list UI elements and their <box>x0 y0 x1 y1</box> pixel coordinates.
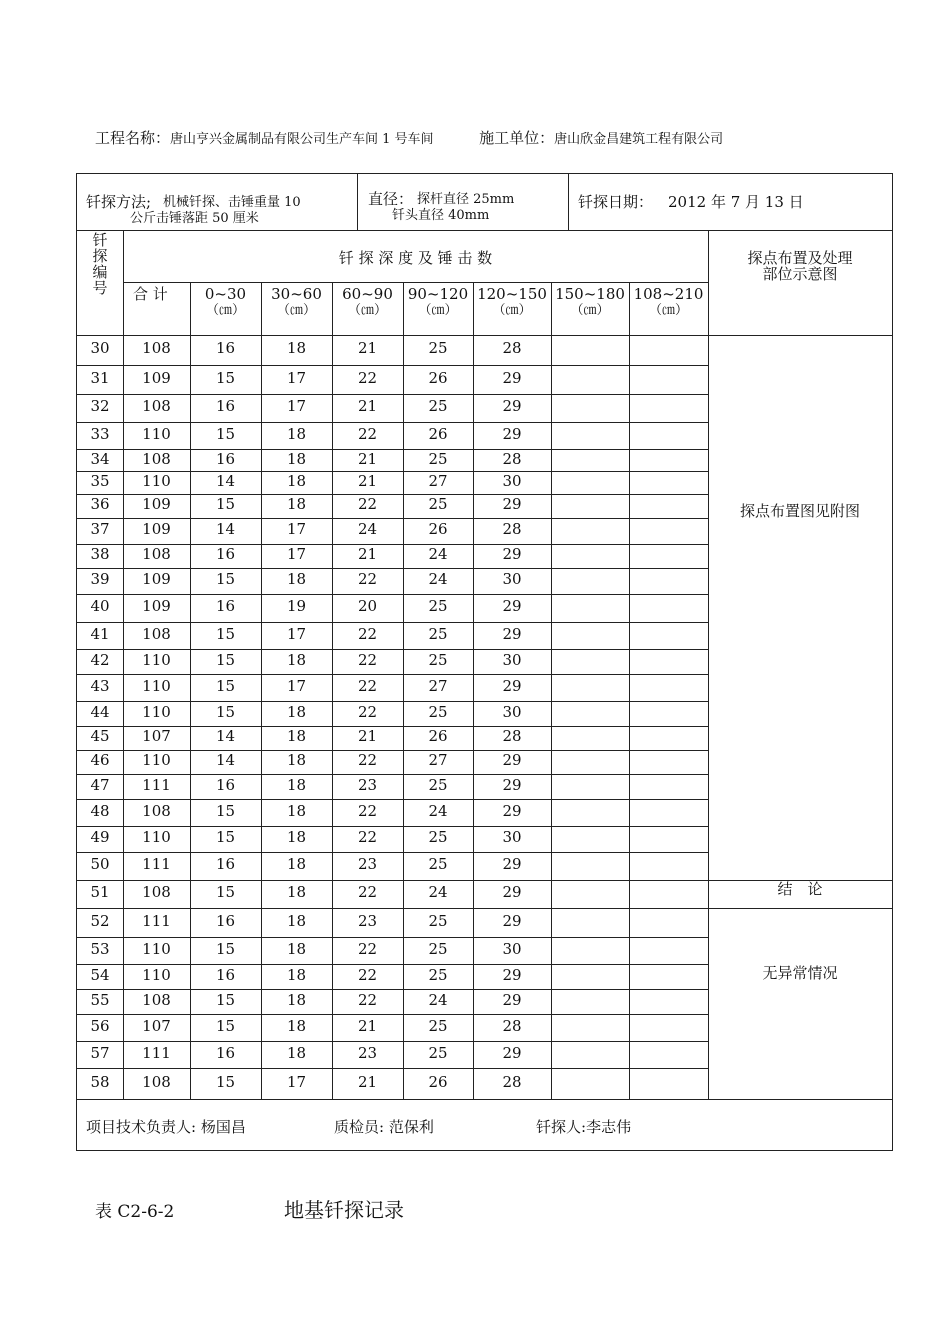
probe-id-cell: 53 <box>90 940 110 958</box>
table-cell: 15 <box>215 625 236 643</box>
table-cell: 111 <box>142 912 171 930</box>
table-cell: 110 <box>142 966 171 984</box>
table-cell: 18 <box>286 339 307 357</box>
table-cell: 18 <box>286 570 307 588</box>
table-cell: 15 <box>215 651 236 669</box>
table-cell: 28 <box>502 727 522 745</box>
probe-id-cell: 52 <box>90 912 110 930</box>
table-cell: 109 <box>142 495 171 513</box>
table-cell: 110 <box>142 828 171 846</box>
depth-header-6: 108~210 （㎝） <box>633 285 704 318</box>
probe-id-cell: 37 <box>90 520 110 538</box>
probe-id-cell: 40 <box>90 597 110 615</box>
table-cell: 21 <box>357 1017 378 1035</box>
table-cell: 25 <box>428 495 448 513</box>
table-cell: 25 <box>428 597 448 615</box>
probe-id-cell: 34 <box>90 450 110 468</box>
table-cell: 14 <box>215 751 236 769</box>
table-cell: 21 <box>357 545 378 563</box>
table-cell: 21 <box>357 397 378 415</box>
probe-id-cell: 42 <box>90 651 110 669</box>
method-label: 钎探方法; <box>86 193 152 211</box>
contractor-label: 施工单位： <box>479 129 555 147</box>
table-cell: 25 <box>428 703 448 721</box>
table-cell: 109 <box>142 597 171 615</box>
table-cell: 15 <box>215 802 236 820</box>
table-cell: 16 <box>215 545 236 563</box>
form-code: 表 C2-6-2 <box>95 1202 175 1222</box>
conclusion-value: 无异常情况 <box>762 964 838 982</box>
probe-id-cell: 49 <box>90 828 110 846</box>
table-cell: 25 <box>428 1044 448 1062</box>
table-cell: 22 <box>357 940 378 958</box>
table-cell: 28 <box>502 520 522 538</box>
table-cell: 16 <box>215 966 236 984</box>
table-cell: 24 <box>428 570 448 588</box>
probe-id-cell: 47 <box>90 776 110 794</box>
tech-lead-label: 项目技术负责人: <box>86 1118 197 1136</box>
table-cell: 29 <box>502 802 522 820</box>
table-cell: 17 <box>286 1073 307 1091</box>
table-cell: 22 <box>357 883 378 901</box>
table-cell: 15 <box>215 495 236 513</box>
table-cell: 18 <box>286 776 307 794</box>
probe-id-cell: 56 <box>90 1017 110 1035</box>
table-cell: 110 <box>142 703 171 721</box>
table-cell: 108 <box>142 802 171 820</box>
table-cell: 109 <box>142 570 171 588</box>
table-cell: 30 <box>502 703 522 721</box>
table-cell: 23 <box>357 1044 378 1062</box>
method-line-2: 公斤击锤落距 50 厘米 <box>130 211 259 226</box>
contractor-name: 唐山欣金昌建筑工程有限公司 <box>554 132 724 147</box>
table-cell: 15 <box>215 940 236 958</box>
probe-id-cell: 58 <box>90 1073 110 1091</box>
table-cell: 28 <box>502 1017 522 1035</box>
table-cell: 22 <box>357 425 378 443</box>
table-cell: 25 <box>428 828 448 846</box>
table-cell: 18 <box>286 495 307 513</box>
table-cell: 29 <box>502 597 522 615</box>
probe-id-cell: 31 <box>90 369 110 387</box>
diameter-line-1: 探杆直径 25mm <box>417 192 515 207</box>
table-cell: 16 <box>215 397 236 415</box>
table-cell: 16 <box>215 855 236 873</box>
diameter-line-2: 钎头直径 40mm <box>392 208 490 223</box>
table-cell: 15 <box>215 1073 236 1091</box>
table-cell: 110 <box>142 940 171 958</box>
table-cell: 24 <box>428 883 448 901</box>
table-cell: 27 <box>428 472 448 490</box>
table-cell: 15 <box>215 677 236 695</box>
table-cell: 28 <box>502 450 522 468</box>
table-cell: 21 <box>357 1073 378 1091</box>
probe-id-cell: 46 <box>90 751 110 769</box>
table-cell: 16 <box>215 597 236 615</box>
table-cell: 25 <box>428 855 448 873</box>
table-cell: 30 <box>502 828 522 846</box>
table-cell: 22 <box>357 703 378 721</box>
table-cell: 26 <box>428 1073 448 1091</box>
table-cell: 29 <box>502 425 522 443</box>
prober-label: 钎探人: <box>536 1118 587 1136</box>
table-cell: 18 <box>286 855 307 873</box>
table-cell: 17 <box>286 520 307 538</box>
table-cell: 26 <box>428 425 448 443</box>
table-cell: 30 <box>502 472 522 490</box>
table-cell: 108 <box>142 450 171 468</box>
probe-id-header: 钎 探 编 号 <box>92 231 108 297</box>
table-cell: 21 <box>357 472 378 490</box>
table-cell: 25 <box>428 450 448 468</box>
table-cell: 29 <box>502 912 522 930</box>
table-cell: 23 <box>357 776 378 794</box>
table-cell: 26 <box>428 727 448 745</box>
probe-id-cell: 36 <box>90 495 110 513</box>
table-cell: 25 <box>428 776 448 794</box>
table-cell: 108 <box>142 991 171 1009</box>
table-cell: 15 <box>215 991 236 1009</box>
table-cell: 29 <box>502 625 522 643</box>
total-header: 合 计 <box>133 285 168 303</box>
table-cell: 25 <box>428 339 448 357</box>
probe-record-table <box>76 173 893 1151</box>
table-cell: 22 <box>357 802 378 820</box>
project-name: 唐山亨兴金属制品有限公司生产车间 1 号车间 <box>170 132 434 147</box>
table-cell: 28 <box>502 1073 522 1091</box>
table-cell: 29 <box>502 966 522 984</box>
table-cell: 29 <box>502 883 522 901</box>
table-cell: 16 <box>215 339 236 357</box>
side-header: 探点布置及处理 部位示意图 <box>747 249 853 283</box>
prober-name: 李志伟 <box>586 1118 632 1136</box>
table-cell: 22 <box>357 677 378 695</box>
inspector <box>334 1118 434 1136</box>
table-cell: 25 <box>428 397 448 415</box>
table-cell: 17 <box>286 397 307 415</box>
table-cell: 29 <box>502 751 522 769</box>
conclusion-label: 结 论 <box>777 880 823 898</box>
inspector-label: 质检员: <box>334 1118 385 1136</box>
document-title: 地基钎探记录 <box>284 1198 404 1222</box>
table-cell: 16 <box>215 776 236 794</box>
table-cell: 17 <box>286 677 307 695</box>
date-value: 2012 年 7 月 13 日 <box>668 193 804 211</box>
table-cell: 108 <box>142 339 171 357</box>
table-cell: 25 <box>428 651 448 669</box>
table-cell: 16 <box>215 912 236 930</box>
table-cell: 29 <box>502 545 522 563</box>
table-cell: 109 <box>142 369 171 387</box>
table-cell: 22 <box>357 625 378 643</box>
table-cell: 18 <box>286 450 307 468</box>
probe-id-cell: 32 <box>90 397 110 415</box>
table-cell: 21 <box>357 727 378 745</box>
document-header <box>95 127 723 148</box>
table-cell: 18 <box>286 703 307 721</box>
table-cell: 25 <box>428 966 448 984</box>
table-cell: 108 <box>142 545 171 563</box>
probe-id-cell: 45 <box>90 727 110 745</box>
tech-lead <box>86 1118 246 1136</box>
probe-id-cell: 44 <box>90 703 110 721</box>
table-cell: 29 <box>502 855 522 873</box>
table-cell: 15 <box>215 883 236 901</box>
table-cell: 108 <box>142 397 171 415</box>
table-cell: 18 <box>286 966 307 984</box>
table-cell: 107 <box>142 1017 171 1035</box>
table-cell: 23 <box>357 855 378 873</box>
probe-id-cell: 35 <box>90 472 110 490</box>
table-cell: 19 <box>286 597 307 615</box>
table-cell: 14 <box>215 472 236 490</box>
table-cell: 109 <box>142 520 171 538</box>
table-cell: 24 <box>428 802 448 820</box>
table-cell: 23 <box>357 912 378 930</box>
table-cell: 14 <box>215 520 236 538</box>
table-cell: 108 <box>142 883 171 901</box>
prober <box>536 1118 631 1136</box>
table-cell: 21 <box>357 339 378 357</box>
probe-id-cell: 54 <box>90 966 110 984</box>
date-label: 钎探日期： <box>578 193 654 211</box>
table-cell: 16 <box>215 1044 236 1062</box>
table-cell: 110 <box>142 677 171 695</box>
table-cell: 26 <box>428 369 448 387</box>
table-cell: 22 <box>357 991 378 1009</box>
table-cell: 18 <box>286 651 307 669</box>
table-cell: 24 <box>428 991 448 1009</box>
table-cell: 29 <box>502 397 522 415</box>
table-cell: 107 <box>142 727 171 745</box>
probe-id-cell: 43 <box>90 677 110 695</box>
table-cell: 18 <box>286 1017 307 1035</box>
table-cell: 21 <box>357 450 378 468</box>
layout-note: 探点布置图见附图 <box>739 502 860 520</box>
table-cell: 30 <box>502 940 522 958</box>
table-cell: 18 <box>286 472 307 490</box>
depth-group-header: 钎 探 深 度 及 锤 击 数 <box>338 249 493 267</box>
table-cell: 29 <box>502 677 522 695</box>
table-cell: 25 <box>428 940 448 958</box>
table-cell: 111 <box>142 1044 171 1062</box>
table-cell: 27 <box>428 751 448 769</box>
table-cell: 24 <box>357 520 378 538</box>
table-cell: 30 <box>502 570 522 588</box>
table-cell: 30 <box>502 651 522 669</box>
table-cell: 110 <box>142 425 171 443</box>
project-label: 工程名称： <box>95 129 171 147</box>
table-cell: 17 <box>286 625 307 643</box>
table-cell: 26 <box>428 520 448 538</box>
depth-header-3: 90~120 （㎝） <box>407 285 469 318</box>
tech-lead-name: 杨国昌 <box>200 1118 246 1136</box>
table-cell: 29 <box>502 495 522 513</box>
table-cell: 111 <box>142 855 171 873</box>
table-cell: 25 <box>428 625 448 643</box>
table-cell: 20 <box>357 597 378 615</box>
table-cell: 108 <box>142 625 171 643</box>
table-cell: 29 <box>502 1044 522 1062</box>
probe-id-cell: 30 <box>90 339 110 357</box>
table-cell: 28 <box>502 339 522 357</box>
table-cell: 29 <box>502 369 522 387</box>
depth-header-2: 60~90 （㎝） <box>342 285 393 318</box>
table-cell: 18 <box>286 940 307 958</box>
probe-id-cell: 55 <box>90 991 110 1009</box>
table-cell: 22 <box>357 651 378 669</box>
table-cell: 18 <box>286 912 307 930</box>
probe-id-cell: 48 <box>90 802 110 820</box>
table-cell: 110 <box>142 472 171 490</box>
diameter-label: 直径： <box>368 190 414 208</box>
table-cell: 18 <box>286 883 307 901</box>
probe-id-cell: 38 <box>90 545 110 563</box>
table-cell: 18 <box>286 425 307 443</box>
table-cell: 15 <box>215 570 236 588</box>
depth-header-5: 150~180 （㎝） <box>555 285 625 318</box>
table-cell: 111 <box>142 776 171 794</box>
table-cell: 22 <box>357 570 378 588</box>
probe-id-cell: 50 <box>90 855 110 873</box>
table-cell: 25 <box>428 912 448 930</box>
depth-header-0: 0~30 （㎝） <box>204 285 247 318</box>
table-cell: 22 <box>357 966 378 984</box>
table-cell: 15 <box>215 703 236 721</box>
table-cell: 29 <box>502 776 522 794</box>
table-cell: 18 <box>286 802 307 820</box>
table-cell: 22 <box>357 369 378 387</box>
probe-id-cell: 57 <box>90 1044 110 1062</box>
depth-header-1: 30~60 （㎝） <box>271 285 322 318</box>
probe-id-cell: 39 <box>90 570 110 588</box>
table-cell: 14 <box>215 727 236 745</box>
table-cell: 22 <box>357 495 378 513</box>
table-cell: 25 <box>428 1017 448 1035</box>
table-cell: 22 <box>357 751 378 769</box>
table-cell: 18 <box>286 1044 307 1062</box>
table-cell: 27 <box>428 677 448 695</box>
table-cell: 17 <box>286 545 307 563</box>
table-cell: 24 <box>428 545 448 563</box>
table-cell: 15 <box>215 369 236 387</box>
table-cell: 16 <box>215 450 236 468</box>
table-cell: 18 <box>286 751 307 769</box>
table-cell: 108 <box>142 1073 171 1091</box>
table-cell: 18 <box>286 991 307 1009</box>
probe-id-cell: 41 <box>90 625 110 643</box>
table-cell: 15 <box>215 425 236 443</box>
table-cell: 29 <box>502 991 522 1009</box>
table-cell: 110 <box>142 651 171 669</box>
inspector-name: 范保利 <box>388 1118 434 1136</box>
probe-id-cell: 33 <box>90 425 110 443</box>
table-cell: 15 <box>215 828 236 846</box>
table-cell: 22 <box>357 828 378 846</box>
probe-id-cell: 51 <box>90 883 110 901</box>
table-cell: 15 <box>215 1017 236 1035</box>
table-cell: 17 <box>286 369 307 387</box>
method-line-1: 机械钎探、击锤重量 10 <box>163 195 301 210</box>
table-cell: 110 <box>142 751 171 769</box>
depth-header-4: 120~150 （㎝） <box>477 285 547 318</box>
table-cell: 18 <box>286 828 307 846</box>
table-cell: 18 <box>286 727 307 745</box>
